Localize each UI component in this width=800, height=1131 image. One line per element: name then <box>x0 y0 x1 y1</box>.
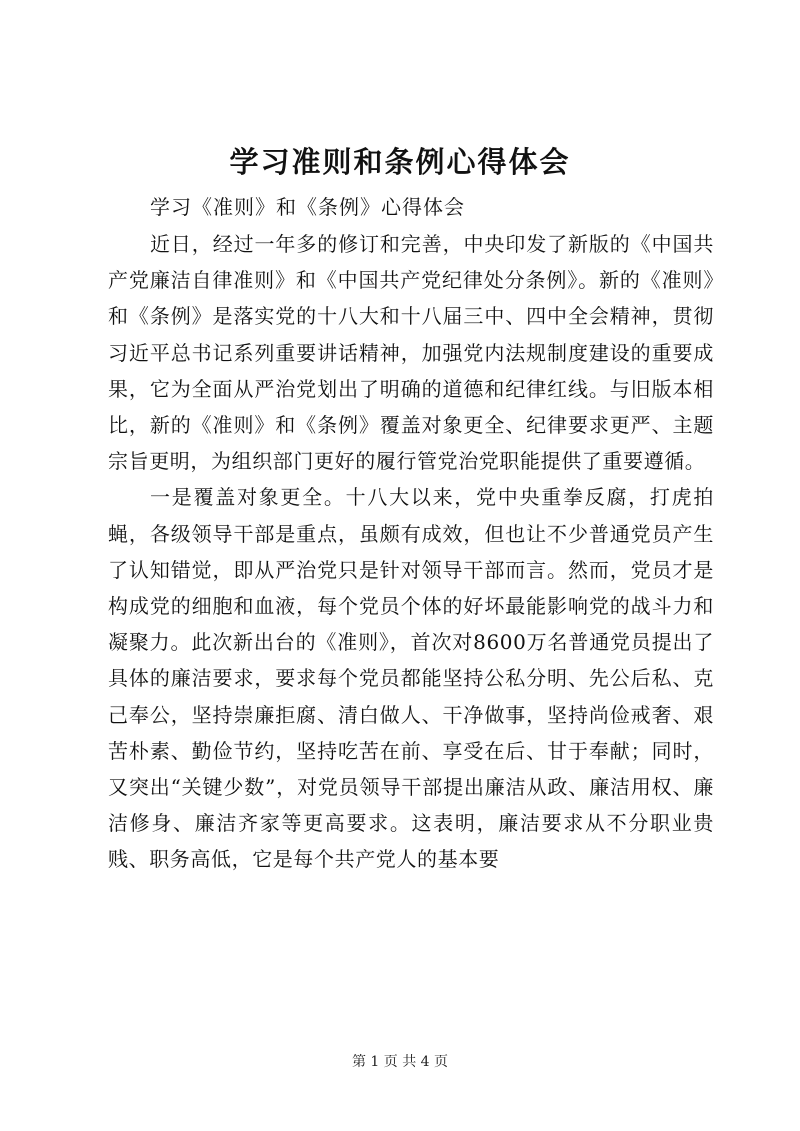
paragraph: 近日，经过一年多的修订和完善，中央印发了新版的《中国共产党廉洁自律准则》和《中国共产党纪律处分条例》。新的《准则》和《条例》是落实党的十八大和十八届三中、四中全会精神，贯彻习近平总书记系列重要讲话精神，加强党内法规制度建设的重要成果，它为全面从严治党划出了明确的道德和纪律红线。与旧版本相比，新的《准则》和《条例》覆盖对象更全、纪律要求更严、主题宗旨更明，为组织部门更好的履行管党治党职能提供了重要遵循。 <box>108 232 714 474</box>
paragraph: 一是覆盖对象更全。十八大以来，党中央重拳反腐，打虎拍蝇，各级领导干部是重点，虽颇有成效，但也让不少普通党员产生了认知错觉，即从严治党只是针对领导干部而言。然而，党员才是构成党的细胞和血液，每个党员个体的好坏最能影响党的战斗力和凝聚力。此次新出台的《准则》，首次对8600万名普通党员提出了具体的廉洁要求，要求每个党员都能坚持公私分明、先公后私、克己奉公，坚持崇廉拒腐、清白做人、干净做事，坚持尚俭戒奢、艰苦朴素、勤俭节约，坚持吃苦在前、享受在后、甘于奉献；同时，又突出“关键少数”，对党员领导干部提出廉洁从政、廉洁用权、廉洁修身、廉洁齐家等更高要求。这表明，廉洁要求从不分职业贵贱、职务高低，它是每个共产党人的基本要 <box>108 485 714 872</box>
document-body <box>108 226 714 878</box>
document-title: 学习准则和条例心得体会 <box>229 145 571 179</box>
page-footer: 第 1 页 共 4 页 <box>351 1054 449 1070</box>
document-subtitle: 学习《准则》和《条例》心得体会 <box>150 195 465 219</box>
